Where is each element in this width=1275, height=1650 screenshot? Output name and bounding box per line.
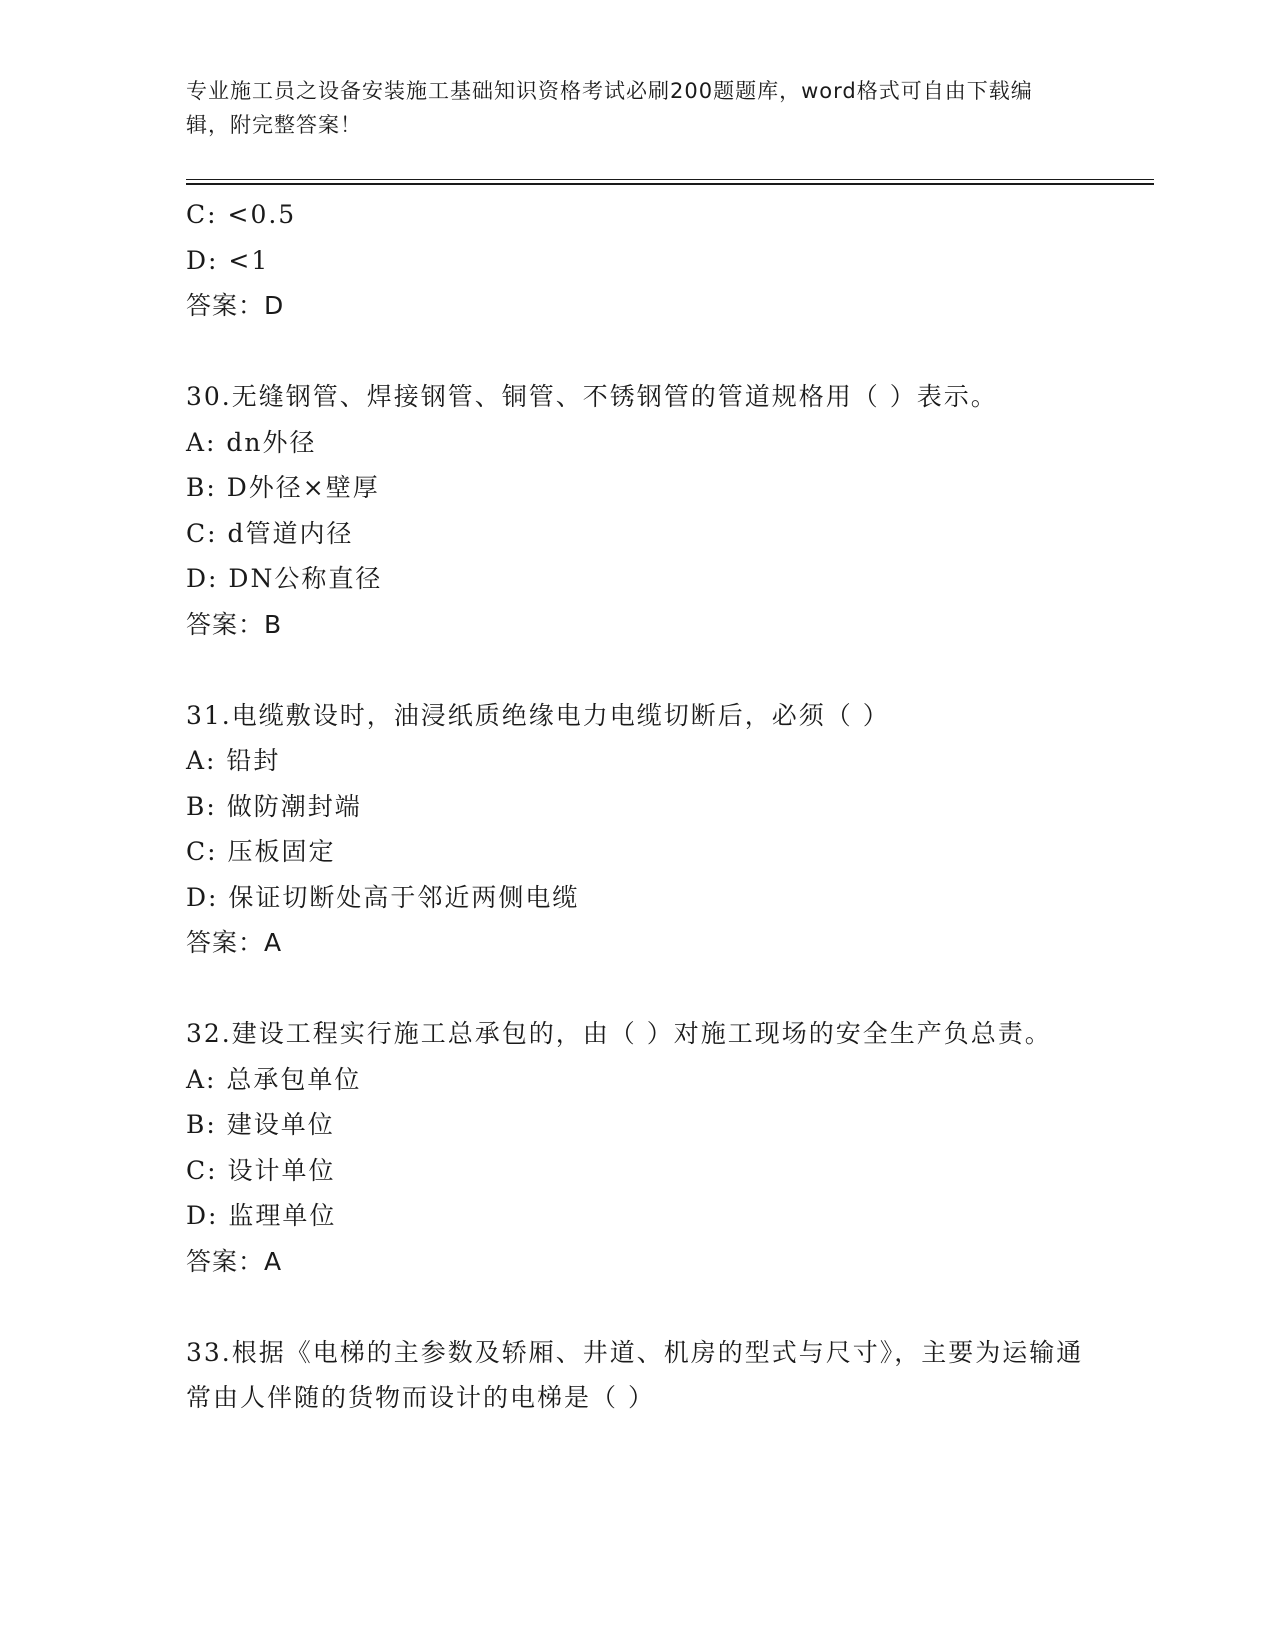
option-a: A: 铅封: [186, 746, 281, 775]
question-31: [186, 693, 1086, 966]
option-b: B: 做防潮封端: [186, 791, 362, 821]
option-d: D: 保证切断处高于邻近两侧电缆: [186, 882, 580, 912]
answer-line: 答案：D: [186, 291, 285, 320]
spacer: [186, 966, 1086, 1012]
option-b: B: 建设单位: [186, 1110, 335, 1139]
spacer: [186, 647, 1086, 693]
answer-line: 答案：A: [186, 928, 283, 957]
option-c: C: 设计单位: [186, 1155, 336, 1185]
header-divider-thin: [186, 179, 1154, 180]
option-a: A: dn外径: [186, 427, 317, 457]
answer-line: 答案：B: [186, 609, 283, 639]
document-header: [186, 74, 1066, 142]
header-divider-thick: [186, 183, 1154, 185]
question-content: [186, 192, 1086, 1421]
option-d: D: <1: [186, 245, 270, 275]
option-c: C: 压板固定: [186, 837, 336, 866]
question-30: [186, 374, 1086, 647]
question-32: [186, 1011, 1086, 1284]
option-c: C: d管道内径: [186, 518, 354, 548]
document-title: 专业施工员之设备安装施工基础知识资格考试必刷200题题库，word格式可自由下载编辑，附完整答案！: [186, 79, 1033, 137]
option-a: A: 总承包单位: [186, 1064, 362, 1094]
question-text: 30.无缝钢管、焊接钢管、铜管、不锈钢管的管道规格用（ ）表示。: [186, 382, 998, 411]
option-d: D: 监理单位: [186, 1201, 337, 1230]
option-b: B: D外径×壁厚: [186, 473, 380, 502]
option-d: D: DN公称直径: [186, 564, 383, 593]
question-text: 32.建设工程实行施工总承包的，由（ ）对施工现场的安全生产负总责。: [186, 1019, 1052, 1048]
spacer: [186, 1284, 1086, 1330]
question-33: [186, 1330, 1086, 1421]
option-c: C: <0.5: [186, 200, 297, 229]
answer-line: 答案：A: [186, 1246, 283, 1276]
previous-question-tail: [186, 192, 1086, 329]
question-text: 33.根据《电梯的主参数及轿厢、井道、机房的型式与尺寸》，主要为运输通常由人伴随的货物而设计的电梯是（ ）: [186, 1337, 1084, 1412]
question-text: 31.电缆敷设时，油浸纸质绝缘电力电缆切断后，必须（ ）: [186, 700, 890, 730]
spacer: [186, 329, 1086, 375]
